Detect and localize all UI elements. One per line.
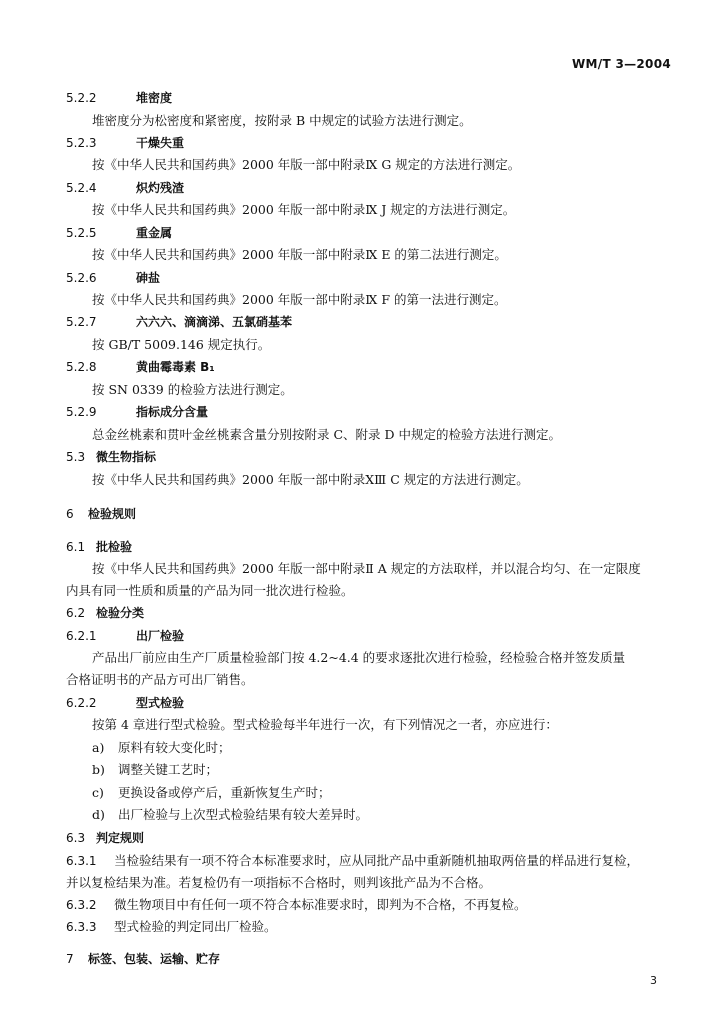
section-number: 7 [66, 952, 74, 966]
list-item-text: 出厂检验与上次型式检验结果有较大差异时。 [118, 807, 369, 822]
section-number: 6.3.1 [66, 854, 97, 868]
section-number: 5.3 [66, 450, 86, 464]
heading-5-2-2 [66, 89, 687, 107]
section-number: 5.2.2 [66, 91, 97, 105]
list-marker: c) [92, 785, 104, 800]
heading-5-2-6 [66, 269, 687, 287]
section-number: 5.2.3 [66, 136, 97, 150]
paragraph-5-2-4: 按《中华人民共和国药典》2000 年版一部中附录Ⅸ J 规定的方法进行测定。 [92, 202, 516, 217]
paragraph-6-2-1-line1: 产品出厂前应由生产厂质量检验部门按 4.2~4.4 的要求逐批次进行检验，经检验合格并签发质量 [92, 650, 626, 665]
paragraph-6-2-1-line2: 合格证明书的产品方可出厂销售。 [66, 672, 254, 687]
list-item-text: 调整关键工艺时； [118, 762, 219, 777]
paragraph-5-2-5: 按《中华人民共和国药典》2000 年版一部中附录Ⅸ E 的第二法进行测定。 [92, 247, 507, 262]
section-number: 5.2.7 [66, 315, 97, 329]
section-number: 5.2.9 [66, 405, 97, 419]
section-title: 微生物指标 [96, 450, 157, 464]
section-title: 堆密度 [136, 91, 173, 105]
heading-6-3 [66, 829, 687, 847]
paragraph-5-2-6: 按《中华人民共和国药典》2000 年版一部中附录Ⅸ F 的第一法进行测定。 [92, 292, 507, 307]
heading-5-2-4 [66, 179, 687, 197]
list-item-text: 更换设备或停产后，重新恢复生产时； [118, 785, 331, 800]
section-number: 5.2.5 [66, 226, 97, 240]
list-marker: a) [92, 740, 105, 755]
section-number: 5.2.6 [66, 271, 97, 285]
section-title: 干燥失重 [136, 136, 185, 150]
list-item [92, 761, 687, 779]
paragraph-6-2-2: 按第 4 章进行型式检验。型式检验每半年进行一次，有下列情况之一者，亦应进行： [92, 717, 558, 732]
page-number: 3 [650, 974, 657, 987]
heading-6 [66, 505, 687, 523]
paragraph-5-2-2: 堆密度分为松密度和紧密度，按附录 B 中规定的试验方法进行测定。 [92, 113, 472, 128]
list-item-text: 原料有较大变化时； [118, 740, 231, 755]
section-title: 六六六、滴滴涕、五氯硝基苯 [136, 315, 293, 329]
list-marker: d) [92, 807, 105, 822]
section-number: 5.2.4 [66, 181, 97, 195]
heading-6-2-1 [66, 627, 687, 645]
list-marker: b) [92, 762, 105, 777]
heading-5-2-5 [66, 224, 687, 242]
section-title: 检验分类 [96, 606, 145, 620]
section-number: 6.3.2 [66, 898, 97, 912]
clause-6-3-2 [66, 896, 669, 914]
list-item [92, 806, 687, 824]
section-title: 砷盐 [136, 271, 161, 285]
paragraph-5-2-3: 按《中华人民共和国药典》2000 年版一部中附录Ⅸ G 规定的方法进行测定。 [92, 157, 521, 172]
clause-6-3-1-line2: 并以复检结果为准。若复检仍有一项指标不合格时，则判该批产品为不合格。 [66, 875, 492, 890]
section-number: 6.3.3 [66, 920, 97, 934]
section-title: 标签、包装、运输、贮存 [88, 952, 221, 966]
section-number: 6.3 [66, 831, 86, 845]
heading-6-1 [66, 538, 687, 556]
section-number: 6.2.1 [66, 629, 97, 643]
heading-6-2-2 [66, 694, 687, 712]
heading-5-2-7 [66, 313, 687, 331]
section-number: 5.2.8 [66, 360, 97, 374]
clause-6-3-3 [66, 918, 669, 936]
clause-text: 当检验结果有一项不符合本标准要求时，应从同批产品中重新随机抽取两倍量的样品进行复检， [114, 853, 640, 868]
heading-7 [66, 950, 687, 968]
clause-6-3-1-line1 [66, 852, 669, 870]
paragraph-5-2-7: 按 GB/T 5009.146 规定执行。 [92, 337, 271, 352]
section-title: 炽灼残渣 [136, 181, 185, 195]
paragraph-5-2-8: 按 SN 0339 的检验方法进行测定。 [92, 382, 293, 397]
paragraph-6-1-line1: 按《中华人民共和国药典》2000 年版一部中附录Ⅱ A 规定的方法取样，并以混合均匀、在一定限度 [92, 561, 641, 576]
paragraph-6-1-line2: 内具有同一性质和质量的产品为同一批次进行检验。 [66, 583, 354, 598]
section-number: 6 [66, 507, 74, 521]
section-title: 型式检验 [136, 696, 185, 710]
heading-5-3 [66, 448, 687, 466]
heading-5-2-3 [66, 134, 687, 152]
heading-5-2-9 [66, 403, 687, 421]
heading-5-2-8 [66, 358, 687, 376]
section-title: 批检验 [96, 540, 133, 554]
section-number: 6.2.2 [66, 696, 97, 710]
section-title: 重金属 [136, 226, 173, 240]
section-title: 指标成分含量 [136, 405, 209, 419]
section-number: 6.1 [66, 540, 86, 554]
section-title: 检验规则 [88, 507, 137, 521]
paragraph-5-3: 按《中华人民共和国药典》2000 年版一部中附录ⅩⅢ C 规定的方法进行测定。 [92, 472, 529, 487]
list-item [92, 739, 687, 757]
section-title: 黄曲霉毒素 B₁ [136, 360, 215, 374]
list-item [92, 784, 687, 802]
paragraph-5-2-9: 总金丝桃素和贯叶金丝桃素含量分别按附录 C、附录 D 中规定的检验方法进行测定。 [92, 427, 562, 442]
section-number: 6.2 [66, 606, 86, 620]
standard-code: WM/T 3—2004 [572, 57, 671, 71]
clause-text: 微生物项目中有任何一项不符合本标准要求时，即判为不合格，不再复检。 [114, 897, 527, 912]
clause-text: 型式检验的判定同出厂检验。 [114, 919, 277, 934]
section-title: 判定规则 [96, 831, 145, 845]
heading-6-2 [66, 604, 687, 622]
section-title: 出厂检验 [136, 629, 185, 643]
